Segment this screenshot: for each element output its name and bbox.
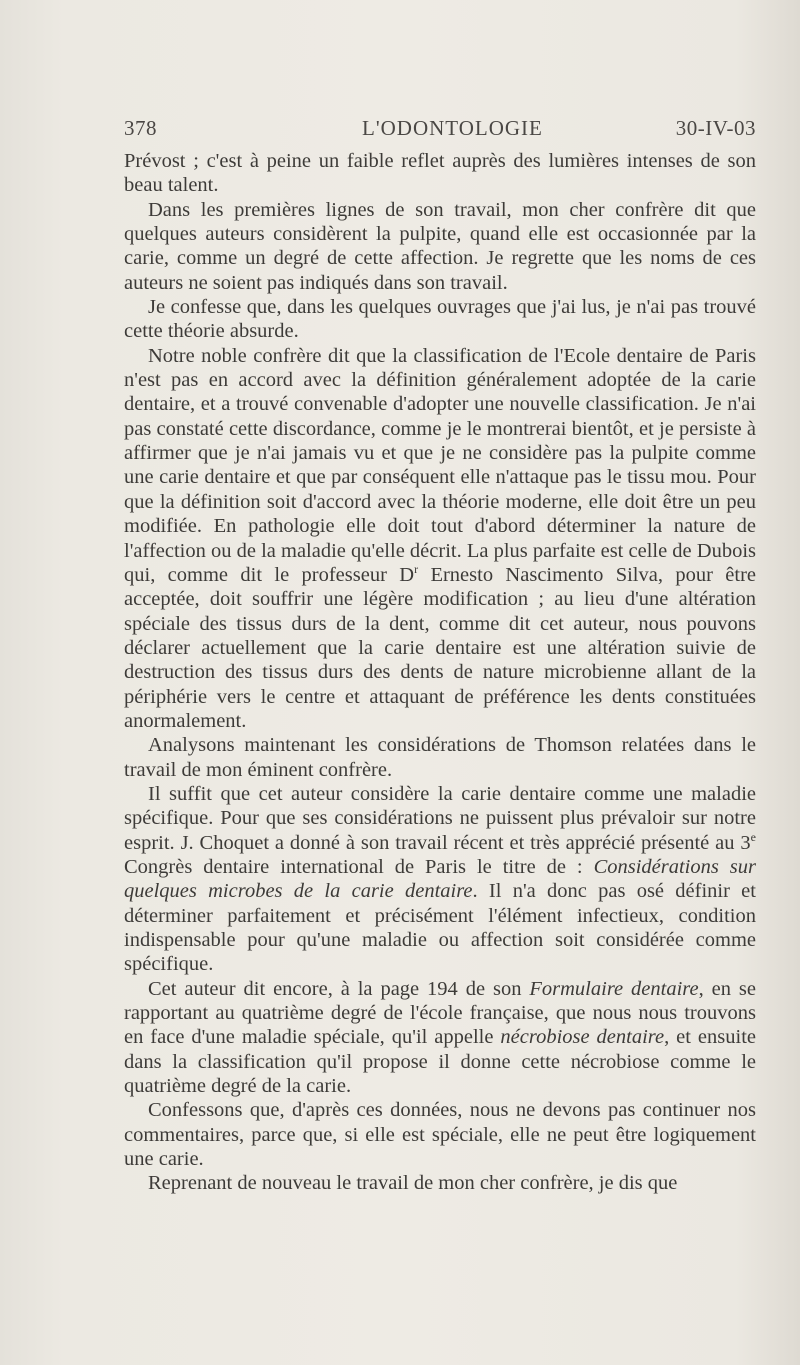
body-text xyxy=(124,149,756,1196)
superscript: e xyxy=(750,829,756,844)
paragraph: Reprenant de nouveau le travail de mon cher confrère, je dis que xyxy=(148,1172,678,1195)
paragraph: Je confesse que, dans les quelques ouvrages que j'ai lus, je n'ai pas trouvé cette théorie absurde. xyxy=(124,296,756,343)
journal-title: L'ODONTOLOGIE xyxy=(362,116,543,140)
paragraph: Cet auteur dit encore, à la page 194 de son Formulaire dentaire, en se rapportant au quatrième degré de l'école française, que nous nous trouvons en face d'une maladie spéciale, qu'il appelle nécrobiose dentaire, et ensuite dans la classification qu'il propose il donne cette nécrobiose comme le quatrième degré de la carie. xyxy=(124,977,756,1098)
italic-term: nécrobiose dentaire xyxy=(500,1026,665,1049)
paragraph: Confessons que, d'après ces données, nous ne devons pas continuer nos commentaires, parce que, si elle est spéciale, elle ne peut être logiquement une carie. xyxy=(124,1099,756,1171)
issue-date: 30-IV-03 xyxy=(675,116,756,140)
running-head xyxy=(124,116,756,146)
paragraph: Analysons maintenant les considérations de Thomson relatées dans le travail de mon éminent confrère. xyxy=(124,734,756,781)
page-number: 378 xyxy=(124,116,157,140)
paragraph-continuation: Prévost ; c'est à peine un faible reflet auprès des lumières intenses de son beau talent. xyxy=(124,150,756,197)
paragraph: Dans les premières lignes de son travail, mon cher confrère dit que quelques auteurs considèrent la pulpite, quand elle est occasionnée par la carie, comme un degré de cette affection. Je regrette que les noms de ces auteurs ne soient pas indiqués dans son travail. xyxy=(124,198,756,294)
superscript: r xyxy=(414,561,419,576)
paragraph: Notre noble confrère dit que la classification de l'Ecole dentaire de Paris n'est pas en accord avec la définition généralement adoptée de la carie dentaire, et a trouvé convenable d'adopter une nouvelle classification. Je n'ai pas constaté cette discordance, comme je le montrerai bientôt, et je persiste à affirmer que je n'ai jamais vu et que je ne considère pas la pulpite comme une carie dentaire et que par conséquent elle n'attaque pas le tissu mou. Pour que la définition soit d'accord avec la théorie moderne, elle doit être un peu modifiée. En pathologie elle doit tout d'abord déterminer la nature de l'affection ou de la maladie qu'elle décrit. La plus parfaite est celle de Dubois qui, comme dit le professeur $D^r$ Ernesto Nascimento Silva, pour être acceptée, doit souffrir une légère modification ; au lieu d'une altération spéciale des tissus durs de la dent, comme dit cet auteur, nous pouvons déclarer actuellement que la carie dentaire est une altération suivie de destruction des tissus durs des dents de nature microbienne allant de la périphérie vers le centre et attaquant de préférence les dents constituées anormalement. xyxy=(124,344,757,732)
italic-title: Considérations sur quelques microbes de la carie dentaire xyxy=(124,855,756,903)
italic-title: Formulaire dentaire xyxy=(529,977,699,1000)
paragraph: Il suffit que cet auteur considère la carie dentaire comme une maladie spécifique. Pour que ses considérations ne puissent plus prévaloir sur notre esprit. J. Choquet a donné à son travail récent et très apprécié présenté au 3e Congrès dentaire international de Paris le titre de : Considérations sur quelques microbes de la carie dentaire. Il n'a donc pas osé définir et déterminer parfaitement et précisément l'élément infectieux, condition indispensable pour qu'une maladie ou affection soit considérée comme spécifique. xyxy=(124,782,756,976)
